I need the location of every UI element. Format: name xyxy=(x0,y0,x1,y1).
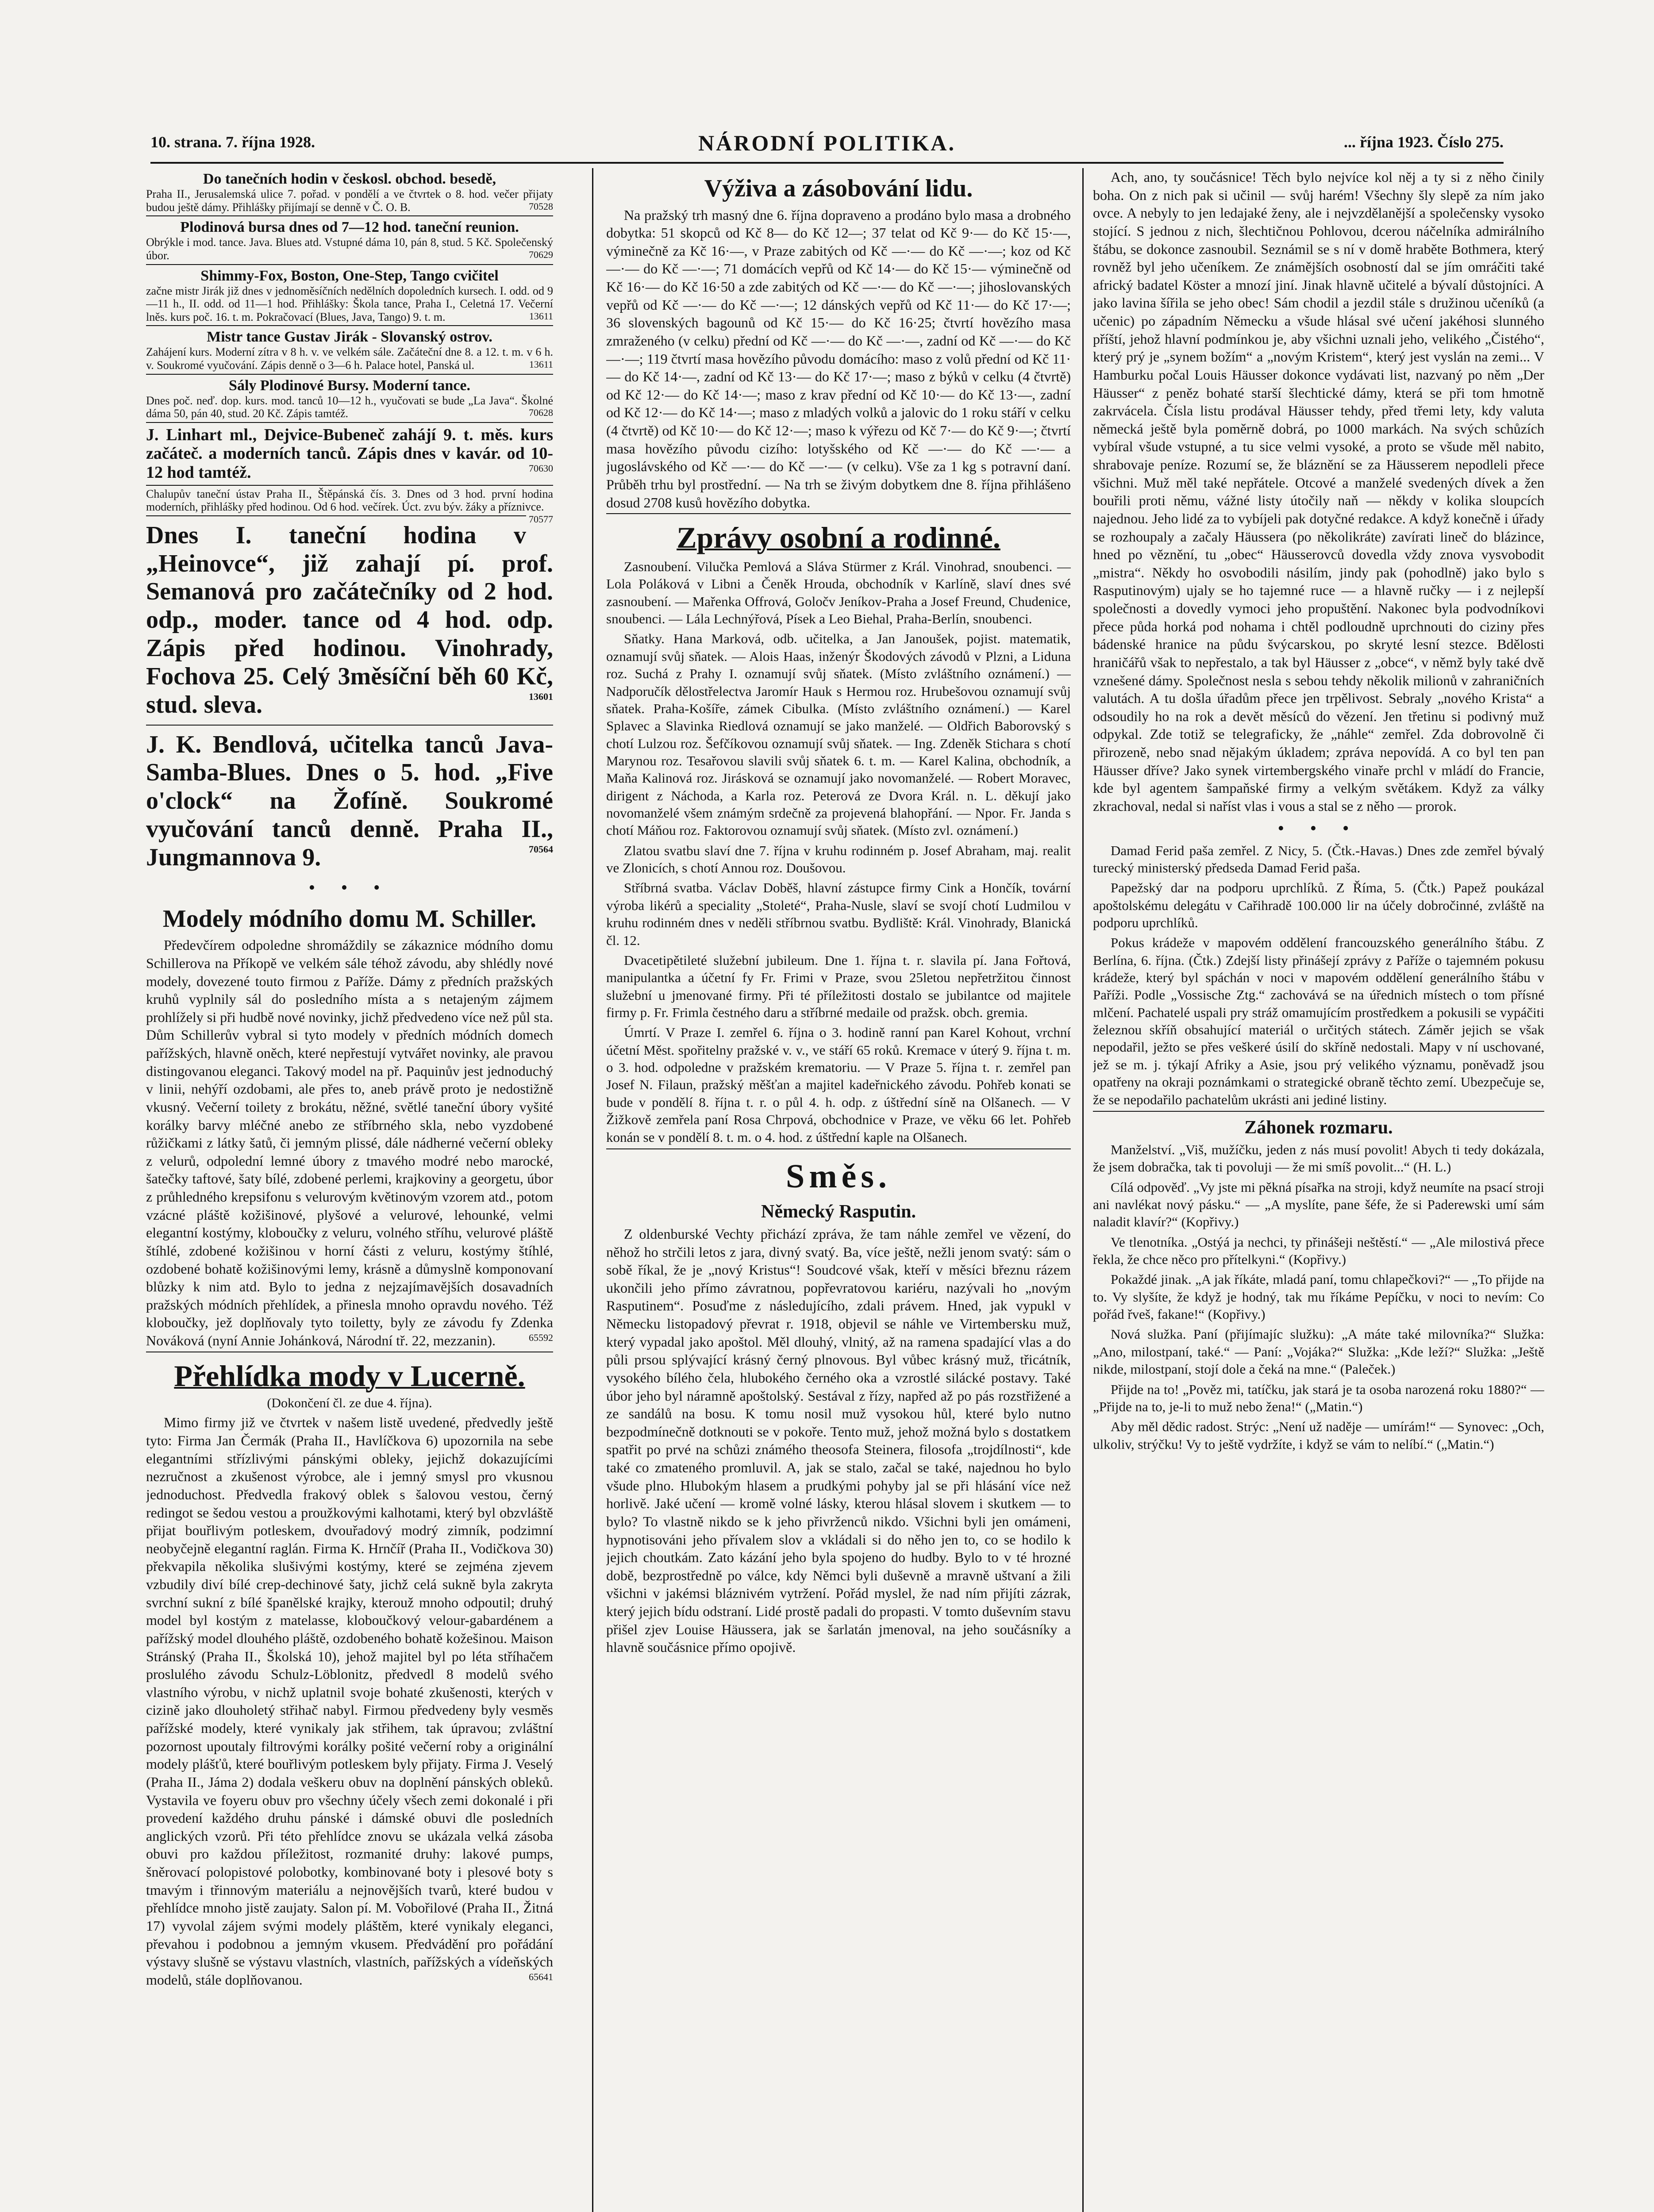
article-title: Výživa a zásobování lidu. xyxy=(704,175,973,202)
column-3 xyxy=(1093,168,1544,2212)
ad-title: Plodinová bursa dnes od 7—12 hod. taneční reunion. xyxy=(180,219,519,236)
article-body xyxy=(146,936,553,1349)
ad-text: Praha II., Jerusalemská ulice 7. pořad. v pondělí a ve čtvrtek o 8. hod. večer přijaty budou ještě dámy. Přihlášky přijímají se denně v Č. O. B. xyxy=(146,188,553,214)
page-header xyxy=(150,133,1504,159)
divider xyxy=(146,325,553,326)
divider xyxy=(606,1148,1071,1149)
divider xyxy=(146,422,553,423)
article-body xyxy=(146,1413,553,1989)
joke-item xyxy=(1093,1179,1544,1231)
ad-number: 65592 xyxy=(529,1332,553,1344)
divider xyxy=(606,513,1071,514)
joke-item xyxy=(1093,1418,1544,1453)
ad-title: Do tanečních hodin v českosl. obchod. besedě, xyxy=(203,171,496,187)
divider xyxy=(146,374,553,375)
ad-text: Dnes I. taneční hodina v „Heinovce“, již zahají pí. prof. Semanová pro začátečníky od 2 hod. odp., moder. tance od 4 hod. odp. Zápis před hodinou. Vinohrady, Fochova 25. Celý 3měsíční běh 60 Kč, stud. sleva. xyxy=(146,521,553,718)
article-body: Ach, ano, ty součásnice! Těch bylo nejvíce kol něj a ty si z něho činily boha. On z nich pak si učinil — svůj harém! Všechny šly slepě za ním jako ovce. A nebyly to jen ledajaké ženy, ale i nejvzdělanější a společensky vysoko stojící. S jednou z nich, šlechtičnou Pohlovou, dcerou náčelníka admirálního štábu, se dokonce zasnoubil. Seznámil se s ní v domě hraběte Bothmera, který rovněž byl jeho učeníkem. Ze známějších osobností dal se jím omráčiti také africký badatel Köster a mnozí jiní. Jinak hlavně učitelé a bývalí důstojníci. A jako lavina šířila se jeho obec! Sám chodil a jezdil stále s družinou učeníků (a učenic) po západním Německu a všude hlásal své učení jakéhosi slunného příští, jehož hlavní podmínkou je, aby všichni uznali jeho, velikého „Čistého“, který prý je „synem božím“ a „novým Kristem“, který jest vyslán na zemi... V Hamburku počal Louis Häusser dokonce vydávati list, nazvaný po něm „Der Häusser“ z peněz bohaté starší šlechtické dámy, která se při tom hmotně zakrvácela. Čísla listu prodával Häusser tehdy, před třemi lety, kdy valuta německá ještě byla poměrně dobrá, po 1000 markách. Na svých schůzích vybíral všude vstupné, a tu sice velmi vysoké, a proto se všude měl nabito, shrabovaje peníze. Rozumí se, že bláznění se za Häusserem nepodleli přece všichni. Muž měl také nepřátele. Otcové a manželé svedených dívek a žen bouřili proti němu, vážné listy útočily naň — někdy v kolika sloupcích najednou. Jeho lidé za to vybíjeli pak dotyčné redakce. A když konečně i úřady se rozhoupaly a začaly Häussera (po několikráte) zavírati lineč do blázince, hned po věznění, tu „obec“ Häusserovců dovedla vždy znova vysvobodit „mistra“. Někdy ho osvobodili násilím, jindy pak (pohodlně) jako bylo s Rasputinovým) ujaly se ho tajemné ruce — a hlavně ručky — i z nejlepší společnosti a dovedly vymoci jeho propuštění. Nakonec byla podvodníkovi přece půda horká pod nohama i chtěl podloudně uprchnouti do ciziny přes bádenské hranice na půdu švýcarskou, po skryté lesní stezce. Bdělosti hraničářů však to nepřestalo, a tak byl Häusser z „obce“, v němž byly také dvě vznešené dámy. Společnost nesla s sebou tehdy několik milionů v zahraničních valutách. A tu došla úřadům přece jen trpělivost. Sebraly „nového Krista“ a odsoudily ho na rok a devět měsíců do vězení. Jen třetinu si podivný muž odpykal. Zde totiž se telegraficky, že „náhle“ zemřel. Zda dobrovolně či přirozeně, nebo snad nějakým úkladem; zpráva nepovídá. A co byl ten pan Häusser dříve? Jako synek virtembergského vinaře prchl v mládí do Francie, kde byl agentem šampaňské firmy a velkým světákem. Když za války zkrachoval, nedal si naříst vlas i vous a stal se z něho — prorok. xyxy=(1093,169,1544,814)
section-dots: • • • xyxy=(308,877,391,898)
dance-ad xyxy=(146,329,553,372)
joke-text: Manželství. „Viš, mužíčku, jeden z nás musí povolit! Abych ti tedy dokázala, že jsem dobračka, tak ti povoluji — že mi smíš povolit...“ xyxy=(1093,1141,1544,1175)
ad-number: 13611 xyxy=(529,310,553,322)
ad-title: Sály Plodinové Bursy. Moderní tance. xyxy=(229,377,470,394)
news-item: Pokus krádeže v mapovém oddělení francouzského generálního štábu. Z Berlína, 6. října. (Čtk.) Zdejší listy přinášejí zprávy z Paříže o tajemném pokusu krádeže, který byl spáchán v noci v mapovém oddělení generálního štábu v Paříži. Podle „Vossische Ztg.“ zachovává se na úřednich místech o tom přísné mlčení. Pachatelé uspali pry stráž omamujícím prostředkem a pokusili se vypáčiti železnou skříň obsahující materiál o určitých státech. Záměr jejich se však nepodařil, ježto se přes veškeré úsilí do skříně nedostali. Mapy v ní uschované, jež se m. j. týkají Afriky a Asie, jsou prý velikého významu, poněvadž jsou opatřeny na okraji poznámkami o strategické obraně těchto zemí. Ubezpečuje se, že se nepodařilo pachatelům ukrásti ani jediné listiny. xyxy=(1093,935,1544,1107)
article-body: Na pražský trh masný dne 6. října dopraveno a prodáno bylo masa a drobného dobytka: 51 skopců od Kč 8— do Kč 12—; 37 telat od Kč 9·— do Kč 15·—, výminečně za Kč 16·—, v Praze zabitých od Kč —·— do Kč —·—; koz od Kč —·— do Kč —·—; 71 domácích vepřů od Kč 14·— do Kč 15·— výminečně od Kč 16·— do Kč 16·50 a zde zabitých od Kč —·— do Kč —·—; jihoslovanských vepřů od Kč —·— do Kč —·—; 12 dánských vepřů od Kč 11·— do Kč 17·—; 36 slovenských bagounů od Kč 15·— do Kč 16·25; čtvrtí hovězího masa zmraženého (v celku) přední od Kč —·— do Kč —·—, zadní od Kč —·— do Kč —·—; 119 čtvrtí masa hovězího původu domácího: maso z volů přední od Kč 11·— do Kč 14·—, zadní od Kč 13·— do Kč 17·—; maso z býků v celku (4 čtvrtě) od Kč 12·— do Kč 14·—; maso z krav přední od Kč 10·— do Kč 13·—, zadní od Kč 12·— do Kč 14·—; maso z mladých volků a jalovic do 1 roku stáří v celku (4 čtvrtě) od Kč 10·— do Kč 12·—; maso k výřezu od Kč 7·— do Kč 9·—; čtvrtí masa hovězího původu cizího: lotyšského od Kč —·— do Kč —·— a jugoslávského od Kč —·— do Kč —·— (v celku). Vše za 1 kg s potravní daní. Průběh trhu byl prostřední. — Na trh se živým dobytkem dne 8. října přihlášeno dosud 2708 kusů hovězího dobytka. xyxy=(606,207,1071,511)
column-1 xyxy=(146,168,553,2212)
column-separator xyxy=(592,168,593,2212)
ad-number: 70564 xyxy=(529,843,553,855)
ad-text: Obrýkle i mod. tance. Java. Blues atd. Vstupné dáma 10, pán 8, stud. 5 Kč. Společenský úbor. xyxy=(146,236,553,262)
ad-number: 70630 xyxy=(529,462,553,474)
divider xyxy=(146,215,553,216)
joke-source: (Paleček.) xyxy=(1340,1361,1396,1377)
joke-text: Pokaždé jinak. „A jak říkáte, mladá paní, tomu chlapečkovi?“ — „To přijde na to. Vy slyšíte, že když je hodný, tak mu říkáme Pepíčku, v noci to nevím: Co pořád řveš, fakane!“ xyxy=(1093,1271,1544,1322)
joke-text: Ve tlenotníka. „Ostýá ja nechci, ty přinášeji neštěstí.“ — „Ale milostivá přece řekla, že chce něco pro přítelkyni.“ xyxy=(1093,1234,1544,1267)
ad-number: 13601 xyxy=(529,691,553,702)
header-issue-number: ... října 1923. Číslo 275. xyxy=(1343,133,1504,151)
article-subtitle: (Dokončení čl. ze due 4. října). xyxy=(267,1396,432,1411)
news-item: Úmrtí. V Praze I. zemřel 6. října o 3. hodině ranní pan Karel Kohout, vrchní účetní Měst. spořitelny pražské v. v., ve stáří 65 roků. Kremace v úterý 9. října t. m. o 3. hod. odpoledne v pražském krematoriu. — V Praze 5. října t. r. zemřel pan Josef N. Filaun, pražský měšťan a majitel kadeřnického závodu. Pohřeb konati se bude v pondělí 8. října t. r. o půl 4. h. odp. z úštřední síně na Olšanech. — V Žižkově zemřela paní Rosa Chrpová, obchodnice v Praze, ve věku 66 let. Pohřeb konán se v pondělí 8. t. m. o 4. hod. z úštřední kaple na Olšanech. xyxy=(606,1025,1071,1145)
semanova-ad xyxy=(146,522,553,719)
article-title: Německý Rasputin. xyxy=(761,1201,916,1222)
joke-source: (Kopřivy.) xyxy=(1289,1252,1346,1267)
dance-ad xyxy=(146,219,553,262)
ad-text: Dnes poč. neď. dop. kurs. mod. tanců 10—12 h., vyučovati se bude „La Java“. Školné dáma 50, pán 40, stud. 20 Kč. Zápis tamtéž. xyxy=(146,394,553,420)
joke-item xyxy=(1093,1381,1544,1416)
article-title: Modely módního domu M. Schiller. xyxy=(162,905,537,933)
article-body: Z oldenburské Vechty přichází zpráva, že tam náhle zemřel ve vězení, do něhož ho strčili letos z jara, divný svatý. Ba, více ještě, nežli jenom svatý: sám o sobě říkal, že je „nový Kristus“! Soudcové však, kteří v měsíci březnu rázem ukončili jeho přímo závratnou, popřevratovou kariéru, nazývali ho „novým Rasputinem“. Posuďme z následujícího, zdali právem. Hned, jak vypukl v Německu listopadový převrat r. 1918, objevil se náhle ve Virtembersku muž, který vypadal jako apoštol. Měl dlouhý, vlnitý, až na ramena spadající vlas a do půli prsou splývající krásný černý plnovous. Byl vůbec krásný muž, třicátník, vysokého bílého čela, hlubokého černého oka a vzrostlé silácké postavy. Také úbor jeho byl náramně apoštolský. Sestával z řízy, napřed až po pás rozstřižené a ze sandálů na bosu. K tomu nosil muž vysokou hůl, které bylo nutno bezpodmínečně dotknouti se v pokoře. Tento muž, jehož možná bylo s dostatkem spatřit po prvé na schůzi známého theosofa Steinera, filosofa „trojdílnosti“, kde také co zmateného promluvil. A, jak se stalo, začal se také, najednou ho bylo všude plno. Hlubokým hlasem a prudkými pohyby jal se při hlásání více než horlivě. Jaké učení — kromě volné lásky, kterou hlásal slovem i skutkem — to bylo? To vlastně nikdo se k jeho přivrženců nikdo. Všichni byli jen omámeni, hypnotisováni jeho přívalem slov a vkládali si do něho jen to, co se hodilo k jejich choutkám. Zato kázání jeho byla spojeno do hudby. Bylo to v té hrozné době, bezprostředně po válce, kdy Němci byli duševně a mravně uštvaní a žili všichni v jakémsi bláznivém vytržení. Pořád myslel, že nad ním přijíti zázrak, který jejich bídu odstraní. Lidé prostě padali do propasti. V tomto duševním stavu přišel zjev Louise Häussera, jak se šarlatán jmenoval, na jeho součásníky a hlavně součásnice přímo opojivě. xyxy=(606,1225,1071,1655)
ad-text: J. Linhart ml., Dejvice-Bubeneč zahájí 9. t. měs. kurs začáteč. a moderních tanců. Zápis dnes v kavár. od 10-12 hod tamtéž. xyxy=(146,425,553,482)
linhart-ad xyxy=(146,426,553,482)
divider xyxy=(146,515,526,516)
joke-text: Přijde na to! „Pověz mi, tatíčku, jak stará je ta osoba narozená roku 1880?“ — „Přijde na to, je-li to muž nebo žena!“ xyxy=(1093,1381,1544,1414)
column-2 xyxy=(606,168,1071,2212)
ad-number: 70577 xyxy=(529,513,553,525)
joke-text: Nová služka. Paní (přijímajíc služku): „A máte také milovníka?“ Služka: „Ano, milostpaní, také.“ — Paní: „Vojáka?“ Služka: „Kde leží?“ Služka: „Ještě nikde, milostpaní, stojí dole a čeká na mne.“ xyxy=(1093,1326,1544,1377)
ad-number: 13611 xyxy=(529,359,553,370)
ad-text: J. K. Bendlová, učitelka tanců Java-Samba-Blues. Dnes o 5. hod. „Five o'clock“ na Žofíně. Soukromé vyučování tanců denně. Praha II., Jungmannova 9. xyxy=(146,730,553,871)
joke-item xyxy=(1093,1325,1544,1378)
divider xyxy=(1093,1111,1544,1112)
joke-text: Cílá odpověď. „Vy jste mi pěkná písařka na stroji, když neumíte na psací stroji ani navlékat nový pásku.“ — „A myslíte, pane šéfe, že si Paderewski umí sám naladit klavír?“ xyxy=(1093,1179,1544,1230)
section-dots: • • • xyxy=(1277,818,1360,839)
divider xyxy=(146,264,553,265)
article-text: Předevčírem odpoledne shromáždily se zákaznice módního domu Schillerova na Příkopě ve velkém sále téhož závodu, aby shlédly nové modely, dovezené touto firmou z Paříže. Dámy z předních pražských kruhů vyplnily sál do posledního místa a s netajeným zájmem prohlížely si při hudbě nové novinky, jichž předvedeno více než půl sta. Dům Schillerův vybral si tyto modely v předních módních domech pařížských, hlavně oněch, které nepřestují vytvářet novinky, ale pravou distingovanou eleganci. Takový model na př. Paquinův jest jednoduchý v linii, nehýří ozdobami, ale přes to, aneb právě proto je nedostižně vkusný. Večerní toilety z brokátu, něžné, světlé taneční úbory vyšité korálky barvy mléčné anebo ze stříbrného skla, nebo vyzdobené růžičkami z látky šatů, či jemným plissé, dále nádherné večerní obleky z velurů, odpolední lemné úbory z tmavého modré nebo marocké, šatečky taftové, šaty bílé, zdobené perlemi, krajkoviny a georgetu, úbor z průhledného krepsifonu s velurovým květinovým vzorem atd., potom vzácné pláště kožišinové, plyšové a velurové, lehounké, velmi elegantní kostýmy, kloboučky z veluru, volného stříhu, velurové pláště štíhlé, zdobené kožišinou v horní části z veluru, kostýmy štíhlé, ozdobené bohatě kožišinovými lemy, krásně a důmyslně komponovaní blůzky k nim atd. Bylo to jedna z nejzajímavějších dosavadních pražských módních přehlídek, a přinesla mnoho opravdu nového. Též kloboučky, jež doplňovaly tyto toiletty, byly ze závodu fy Zdenka Nováková (nyní Annie Johánková, Národní tř. 22, mezzanin). xyxy=(146,937,553,1349)
news-item: Papežský dar na podporu uprchlíků. Z Říma, 5. (Čtk.) Papež poukázal apoštolskému delegátu v Cařihradě 100.000 lir na účely dobročinné, zvláště na podporu uprchlíků. xyxy=(1093,880,1544,930)
bendlova-ad xyxy=(146,731,553,872)
joke-source: („Matin.“) xyxy=(1305,1398,1363,1414)
column-separator xyxy=(1082,168,1084,2212)
news-item: Dvacetipětileté služební jubileum. Dne 1. října t. r. slavila pí. Jana Fořtová, manipulantka a účetní fy Fr. Frimi v Praze, svou 25letou nepřetržitou činnost služební u jmenované firmy. Při té příležitosti dostalo se jubilantce od majitele firmy p. Fr. Frimla čestného daru a stříbrné medaile od pražsk. obch. gremia. xyxy=(606,952,1071,1020)
joke-item xyxy=(1093,1141,1544,1176)
article-title: Přehlídka mody v Lucerně. xyxy=(174,1359,525,1393)
joke-text: Aby měl dědic radost. Strýc: „Není už naděje — umírám!“ — Synovec: „Och, ulkoliv, strýčku! Vy to ještě vydržíte, i když se vám to nelíbí.“ xyxy=(1093,1419,1544,1452)
ad-text: začne mistr Jirák již dnes v jednoměsíčních nedělních dopoledních kursech. I. odd. od 9—11 h., II. odd. od 11—1 hod. Přihlášky: Škola tance, Praha I., Celetná 17. Večerní lněs. kurs poč. 16. t. m. Pokračovací (Blues, Java, Tango) 9. t. m. xyxy=(146,284,553,323)
dance-ad xyxy=(146,268,553,324)
dance-ad xyxy=(146,171,553,214)
chalupuv-ad xyxy=(146,487,553,525)
ad-number: 70629 xyxy=(529,249,553,260)
ad-text: Zahájení kurs. Moderní zítra v 8 h. v. ve velkém sále. Začáteční dne 8. a 12. t. m. v 6 h. v. Soukromé vyučování. Zápis denně o 3—6 h. Palace hotel, Panská ul. xyxy=(146,346,553,372)
header-rule xyxy=(150,162,1504,164)
joke-source: (Kopřivy.) xyxy=(1208,1306,1266,1322)
ad-title: Mistr tance Gustav Jirák - Slovanský ostrov. xyxy=(207,329,492,346)
news-item: Zlatou svatbu slaví dne 7. října v kruhu rodinném p. Josef Abraham, maj. realit ve Zlonicích, s chotí Annou roz. Doušovou. xyxy=(606,842,1071,876)
news-item: Zasnoubení. Vilučka Pemlová a Sláva Stürmer z Král. Vinohrad, snoubenci. — Lola Poláková v Libni a Čeněk Hrouda, obchodník v Karlíně, slaví dnes své zasnoubení. — Mařenka Offrová, Goločv Jeníkov-Praha a Josef Freund, Chudenice, snoubenci. — Lála Lechnýřová, Písek a Leo Biehal, Praha-Berlín, snoubenci. xyxy=(606,559,1071,627)
ad-number: 65641 xyxy=(529,1971,553,1982)
joke-source: (Kopřivy.) xyxy=(1181,1214,1239,1230)
section-title: Směs. xyxy=(786,1157,891,1195)
ad-number: 70628 xyxy=(529,407,553,419)
news-item: Damad Ferid paša zemřel. Z Nicy, 5. (Čtk.-Havas.) Dnes zde zemřel bývalý turecký ministerský předseda Damad Ferid paša. xyxy=(1093,842,1544,876)
masthead-title: NÁRODNÍ POLITIKA. xyxy=(698,131,956,155)
ad-text: Chalupův taneční ústav Praha II., Štěpánská čís. 3. Dnes od 3 hod. první hodina moderních, přihlášky před hodinou. Od 6 hod. večírek. Úct. zvu býv. žáky a příznivce. xyxy=(146,487,553,514)
joke-source: („Matin.“) xyxy=(1436,1436,1494,1452)
news-item: Stříbrná svatba. Václav Doběš, hlavní zástupce firmy Cink a Hončík, tovární výroba likérů a speciality „Stoleté“, Praha-Nusle, slaví se svojí chotí Ludmilou v kruhu rodinném dnes v neděli stříbrnou svatbu. Bydliště: Král. Vinohrady, Blanická čl. 12. xyxy=(606,880,1071,948)
ad-title: Shimmy-Fox, Boston, One-Step, Tango cvičitel xyxy=(200,267,499,284)
article-title: Záhonek rozmaru. xyxy=(1244,1117,1393,1138)
divider xyxy=(146,725,553,726)
divider xyxy=(146,485,553,486)
article-title: Zprávy osobní a rodinné. xyxy=(677,521,1000,555)
article-text: Mimo firmy již ve čtvrtek v našem listě uvedené, předvedly ještě tyto: Firma Jan Čermák (Praha II., Havlíčkova 6) upozornila na sebe elegantními střízlivými pánskými obleky, jejichž dokazujícími nezručnost a zkušenost výrobce, ale i jemný smysl pro vkusnou jednoduchost. Předvedla frakový oblek s šalovou vestou, černý redingot se šedou vestou a proužkovými kalhotami, který byl obzvláště přijat bouřlivým potleskem, dvouřadový modrý zimník, podzimní neobyčejně elegantní raglán. Firma K. Hrnčíř (Praha II., Vodičkova 30) překvapila několika slušivými kostýmy, které se zejména zjevem vzbudily diví bílé crep-dechinové šaty, jichž celá sukně byla zakryta svrchní sukní z bílé španělské krajky, kterouž mnoho odpoutil; druhý model byl kostým z matelasse, kloboučkový velour-gabardénem a pařížský model dlouhého pláště, ozdobeného bohatě kožešinou. Maison Stránský (Praha II., Školská 10), jehož majitel byl po léta stříhačem proslulého závodu Schulz-Löblonitz, předvedl 8 modelů svého vlastního výrobu, v nichž uplatnil svoje bohaté zkušenosti, kterých v cizině jako dlouholetý střihač nabyl. Firmou předvedeny byly vesměs pařížské modely, které vynikaly jak střihem, tak úpravou; zvláštní pozornost upoutaly filtrovými korálky pošité večerní roby a originální modely plášťů, které bouřlivým potleskem byly přijaty. Firma J. Veselý (Praha II., Jáma 2) dodala veškeru obuv na doplnění pánských obleků. Vystavila ve foyeru obuv pro všechny účely všech zemi dokonalé i při provedení každého druhu pánské i dámské obuvi dle posledních anglických vzorů. Při této přehlídce znovu se ukázala velká zásoba obuvi pro každou příležitost, rozmanité druhy: lakové pumps, šněrovací polopistové polobotky, kombinované boty i plesové boty s tmavým i třinnovým materiálu a nejnovějších tvarů, které budou v přehlídce mnoho jistě zaujaty. Salon pí. M. Vobořilové (Praha II., Žitná 17) vyvolal zájem svými modely pláštěm, které vynikaly eleganci, převahou i podobnou a jemným vkusem. Předvádění pro pořádání výstavy slušně se výstavu vlastních, vlastních, pařížských a vídeňských modelů, stále doplňovanou. xyxy=(146,1414,553,1988)
header-page-date: 10. strana. 7. října 1928. xyxy=(150,133,315,151)
news-item: Sňatky. Hana Marková, odb. učitelka, a Jan Janoušek, pojist. matematik, oznamují svůj sňatek. — Alois Haas, inženýr Škodových závodů v Plzni, a Liduna roz. Suchá z Prahy I. oznamují svůj sňatek. (Místo zvláštního oznámení.) — Nadporučík dělostřelectva Jaromír Hauk s Hermou roz. Hrubešovou oznamují svůj sňatek. Praha-Košíře, zámek Cibulka. (Místo zvláštního oznámení.) — Karel Splavec a Slavinka Riedlová oznamují se jako manželé. — Oldřich Baborovský s chotí Lulzou roz. Šefčíkovou oznamují svůj sňatek. — Ing. Zdeněk Stichara s chotí Marynou roz. Tesařovou slavili svůj sňatek 6. t. m. — Karel Kalina, obchodník, a Maňa Kalinová roz. Jirásková se oznamují jako novomanželé. — Robert Moravec, dirigent z Náchoda, a Karla roz. Peterová ze Dvora Král. n. L. děkují jako novomanželé všem známým srdečně za projevená blahopřání. — Npor. Fr. Janda s chotí Máňou roz. Faktorovou oznamují svůj sňatek. (Místo zvl. oznámení.) xyxy=(606,631,1071,838)
ad-number: 70528 xyxy=(529,200,553,212)
joke-item xyxy=(1093,1233,1544,1268)
joke-source: (H. L.) xyxy=(1413,1159,1451,1175)
joke-item xyxy=(1093,1271,1544,1323)
dance-ad xyxy=(146,377,553,420)
